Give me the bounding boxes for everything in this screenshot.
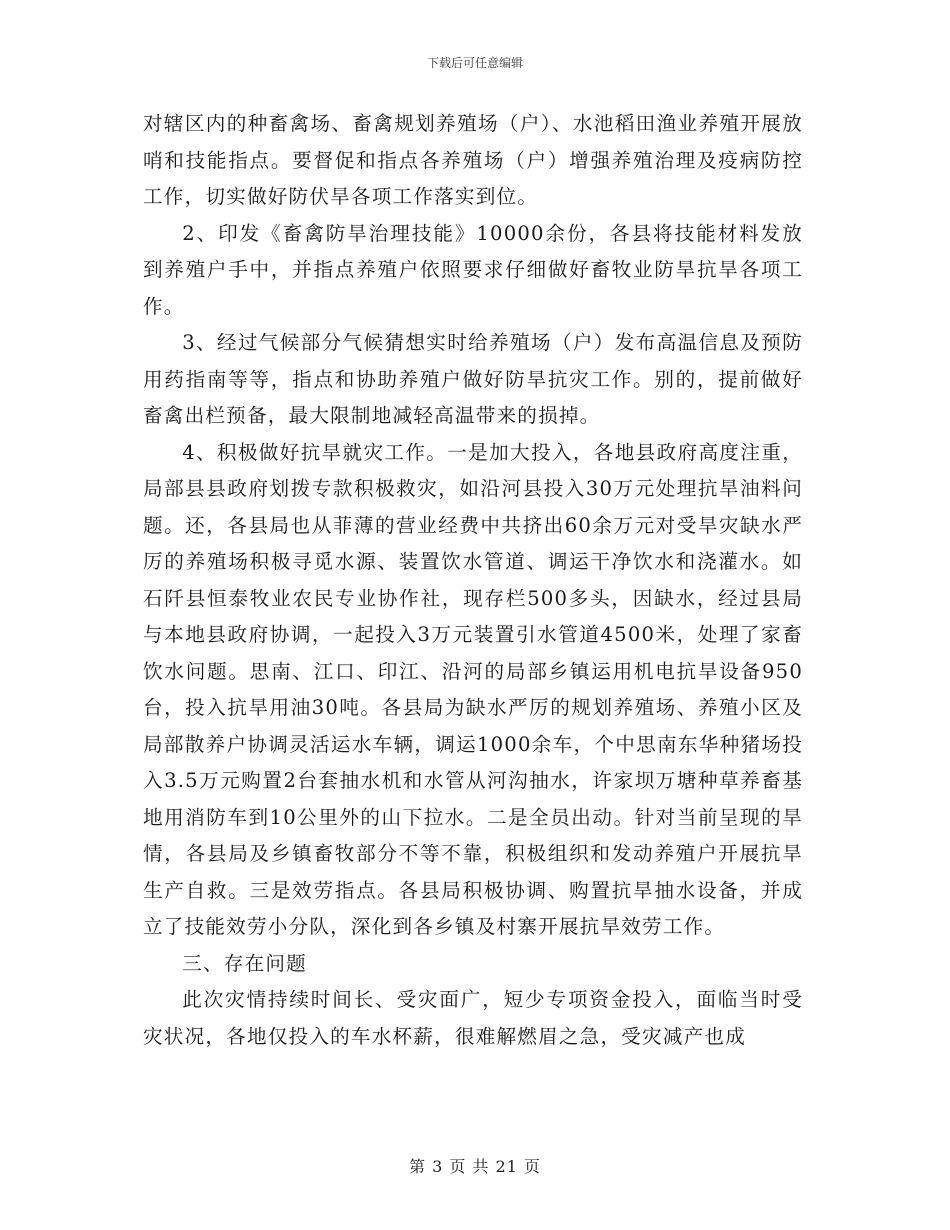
page-header: 下载后可任意编辑 bbox=[426, 56, 523, 70]
document-body bbox=[143, 106, 803, 1055]
page-number: 第 3 页 共 21 页 bbox=[409, 1157, 541, 1176]
paragraph-3: 3、经过气候部分气候猜想实时给养殖场（户）发布高温信息及预防用药指南等等，指点和协助养殖户做好防旱抗灾工作。别的，提前做好畜禽出栏预备，最大限制地减轻高温带来的损掉。 bbox=[143, 331, 803, 427]
paragraph-4: 4、积极做好抗旱就灾工作。一是加大投入，各地县政府高度注重，局部县县政府划拨专款积极救灾，如沿河县投入30万元处理抗旱油料问题。还，各县局也从菲薄的营业经费中共挤出60余万元对受旱灾缺水严厉的养殖场积极寻觅水源、装置饮水管道、调运干净饮水和浇灌水。如石阡县恒泰牧业农民专业协作社，现存栏500多头，因缺水，经过县局与本地县政府协调，一起投入3万元装置引水管道4500米，处理了家畜饮水问题。思南、江口、印江、沿河的局部乡镇运用机电抗旱设备950台，投入抗旱用油30吨。各县局为缺水严厉的规划养殖场、养殖小区及局部散养户协调灵活运水车辆，调运1000余车，个中思南东华种猪场投入3.5万元购置2台套抽水机和水管从河沟抽水，许家坝万塘种草养畜基地用消防车到10公里外的山下拉水。二是全员出动。针对当前呈现的旱情，各县局及乡镇畜牧部分不等不靠，积极组织和发动养殖户开展抗旱生产自救。三是效劳指点。各县局积极协调、购置抗旱抽水设备，并成立了技能效劳小分队，深化到各乡镇及村寨开展抗旱效劳工作。 bbox=[143, 440, 803, 938]
paragraph-5: 此次灾情持续时间长、受灾面广，短少专项资金投入，面临当时受灾状况，各地仅投入的车水杯薪，很难解燃眉之急，受灾减产也成 bbox=[143, 988, 803, 1048]
paragraph-1: 对辖区内的种畜禽场、畜禽规划养殖场（户）、水池稻田渔业养殖开展放哨和技能指点。要督促和指点各养殖场（户）增强养殖治理及疫病防控工作，切实做好防伏旱各项工作落实到位。 bbox=[143, 112, 803, 208]
paragraph-2: 2、印发《畜禽防旱治理技能》10000余份，各县将技能材料发放到养殖户手中，并指点养殖户依照要求仔细做好畜牧业防旱抗旱各项工作。 bbox=[143, 221, 803, 318]
section-heading: 三、存在问题 bbox=[182, 951, 307, 975]
